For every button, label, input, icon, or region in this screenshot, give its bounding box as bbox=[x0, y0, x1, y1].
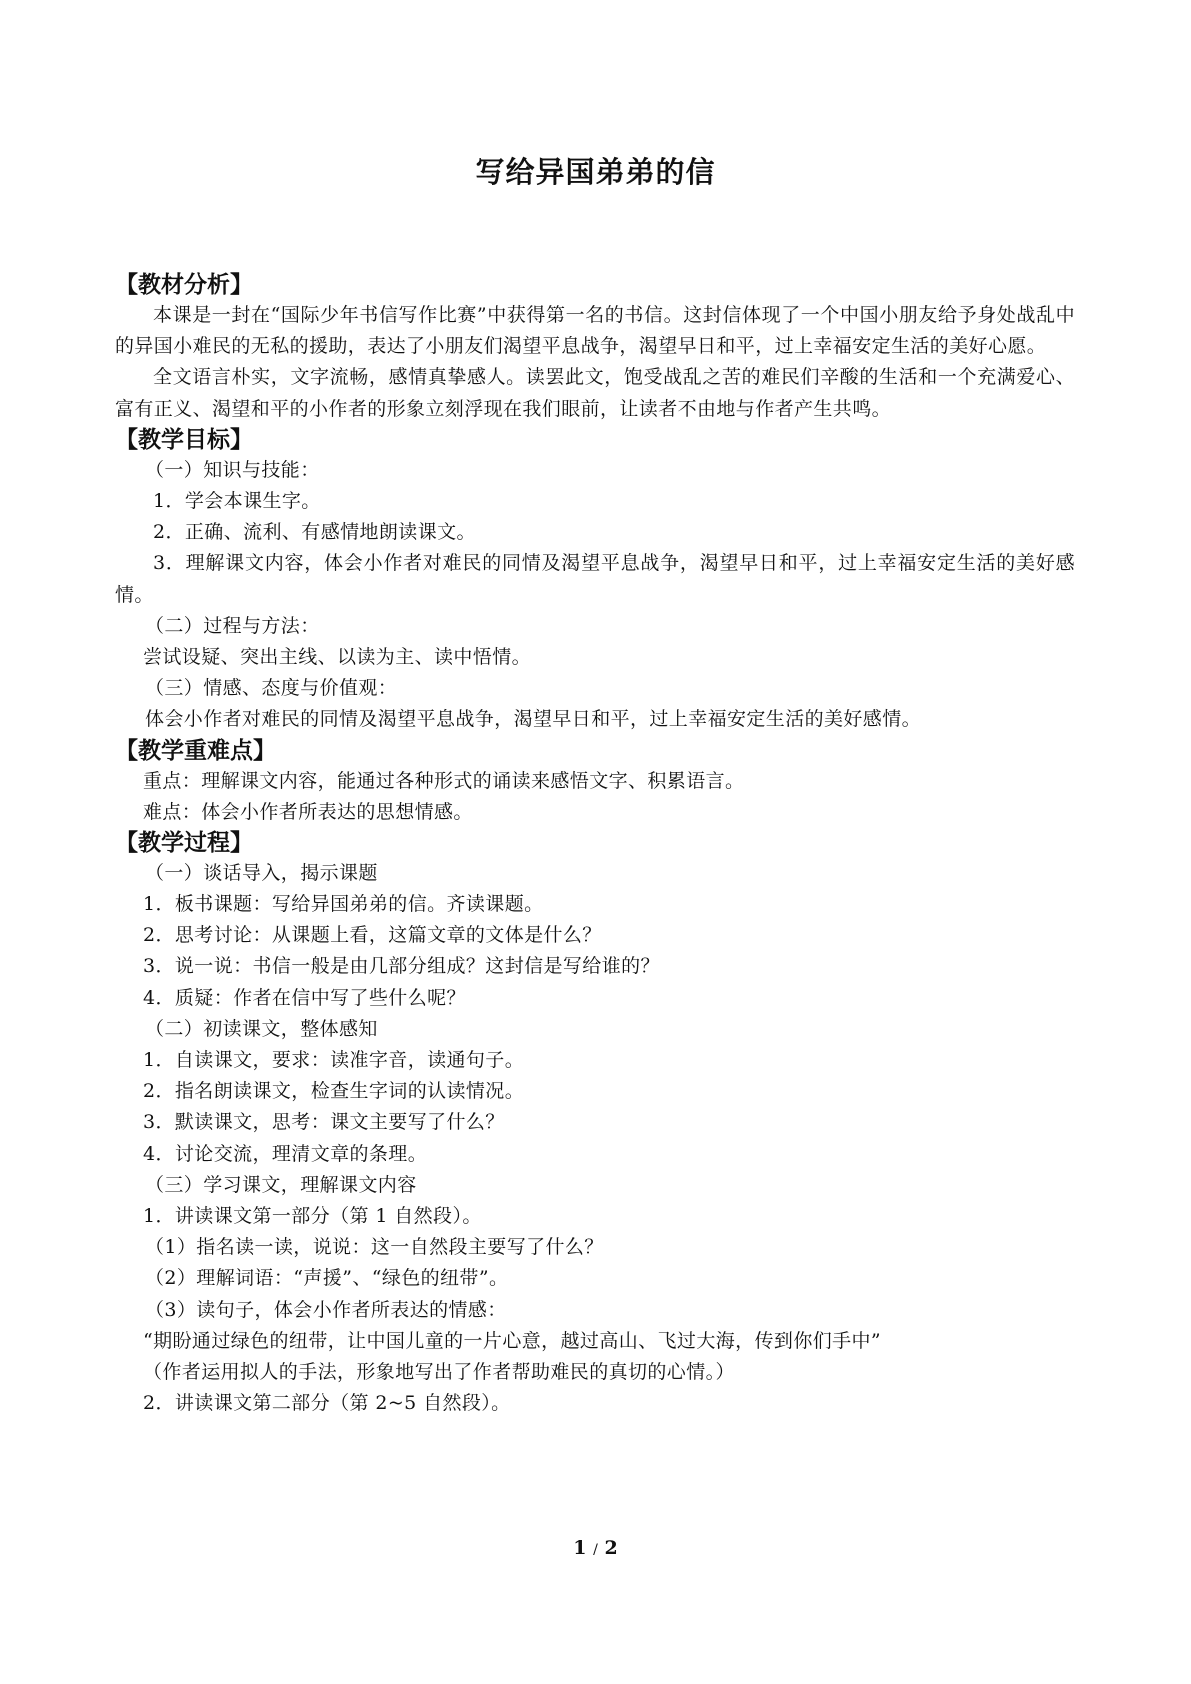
list-item: （1）指名读一读，说说：这一自然段主要写了什么？ bbox=[145, 1236, 604, 1259]
list-item: 体会小作者对难民的同情及渴望平息战争，渴望早日和平，过上幸福安定生活的美好感情。 bbox=[145, 708, 922, 731]
subheading: （二）初读课文，整体感知 bbox=[145, 1017, 378, 1040]
paragraph: 本课是一封在“国际少年书信写作比赛”中获得第一名的书信。这封信体现了一个中国小朋友给予身处战乱中的异国小难民的无私的援助，表达了小朋友们渴望平息战争，渴望早日和平，过上幸福安定生活的美好心愿。 bbox=[115, 304, 1075, 358]
list-item: （3）读句子，体会小作者所表达的情感： bbox=[145, 1298, 507, 1321]
section-heading: 【教学重难点】 bbox=[115, 737, 276, 764]
list-item: 2．正确、流利、有感情地朗读课文。 bbox=[153, 521, 476, 544]
section-analysis bbox=[115, 270, 1075, 425]
section-process bbox=[115, 828, 1075, 1419]
total-pages: 2 bbox=[604, 1537, 618, 1559]
section-heading: 【教学过程】 bbox=[115, 829, 253, 856]
page-number bbox=[0, 1537, 1191, 1559]
list-item: 难点：体会小作者所表达的思想情感。 bbox=[143, 800, 473, 823]
list-item: 1．自读课文，要求：读准字音，读通句子。 bbox=[143, 1049, 525, 1072]
list-item: 4．质疑：作者在信中写了些什么呢？ bbox=[143, 986, 466, 1009]
document-body bbox=[115, 270, 1075, 1419]
list-item: 1．学会本课生字。 bbox=[153, 490, 321, 512]
page-title: 写给异国弟弟的信 bbox=[475, 155, 716, 189]
subheading: （三）学习课文，理解课文内容 bbox=[145, 1173, 417, 1196]
subheading: （一）知识与技能： bbox=[145, 458, 320, 481]
list-item: 2．思考讨论：从课题上看，这篇文章的文体是什么？ bbox=[143, 924, 602, 947]
list-item: 1．讲读课文第一部分（第 1 自然段）。 bbox=[143, 1204, 482, 1227]
subheading: （二）过程与方法： bbox=[145, 614, 320, 637]
list-item: 3．理解课文内容，体会小作者对难民的同情及渴望平息战争，渴望早日和平，过上幸福安定生活的美好感情。 bbox=[115, 552, 1075, 606]
list-item: 2．指名朗读课文，检查生字词的认读情况。 bbox=[143, 1080, 525, 1103]
section-heading: 【教材分析】 bbox=[115, 272, 253, 298]
section-goals bbox=[115, 425, 1075, 736]
paragraph: 全文语言朴实，文字流畅，感情真挚感人。读罢此文，饱受战乱之苦的难民们辛酸的生活和一个充满爱心、富有正义、渴望和平的小作者的形象立刻浮现在我们眼前，让读者不由地与作者产生共鸣。 bbox=[115, 366, 1075, 420]
note: （作者运用拟人的手法，形象地写出了作者帮助难民的真切的心情。） bbox=[143, 1360, 735, 1383]
subheading: （一）谈话导入，揭示课题 bbox=[145, 861, 378, 884]
list-item: （2）理解词语：“声援”、“绿色的纽带”。 bbox=[145, 1267, 509, 1290]
list-item: 尝试设疑、突出主线、以读为主、读中悟情。 bbox=[143, 645, 532, 668]
quote: “期盼通过绿色的纽带，让中国儿童的一片心意，越过高山、飞过大海，传到你们手中” bbox=[143, 1329, 882, 1352]
subheading: （三）情感、态度与价值观： bbox=[145, 677, 398, 700]
section-keypoints bbox=[115, 736, 1075, 828]
list-item: 1．板书课题：写给异国弟弟的信。齐读课题。 bbox=[143, 893, 544, 916]
list-item: 4．讨论交流，理清文章的条理。 bbox=[143, 1142, 428, 1165]
section-heading: 【教学目标】 bbox=[115, 426, 253, 453]
list-item: 3．默读课文，思考：课文主要写了什么？ bbox=[143, 1111, 505, 1134]
list-item: 2．讲读课文第二部分（第 2~5 自然段）。 bbox=[143, 1392, 511, 1415]
list-item: 重点：理解课文内容，能通过各种形式的诵读来感悟文字、积累语言。 bbox=[143, 769, 745, 792]
current-page: 1 bbox=[573, 1537, 587, 1559]
list-item: 3．说一说：书信一般是由几部分组成？这封信是写给谁的？ bbox=[143, 955, 660, 978]
page-separator: / bbox=[593, 1542, 598, 1558]
